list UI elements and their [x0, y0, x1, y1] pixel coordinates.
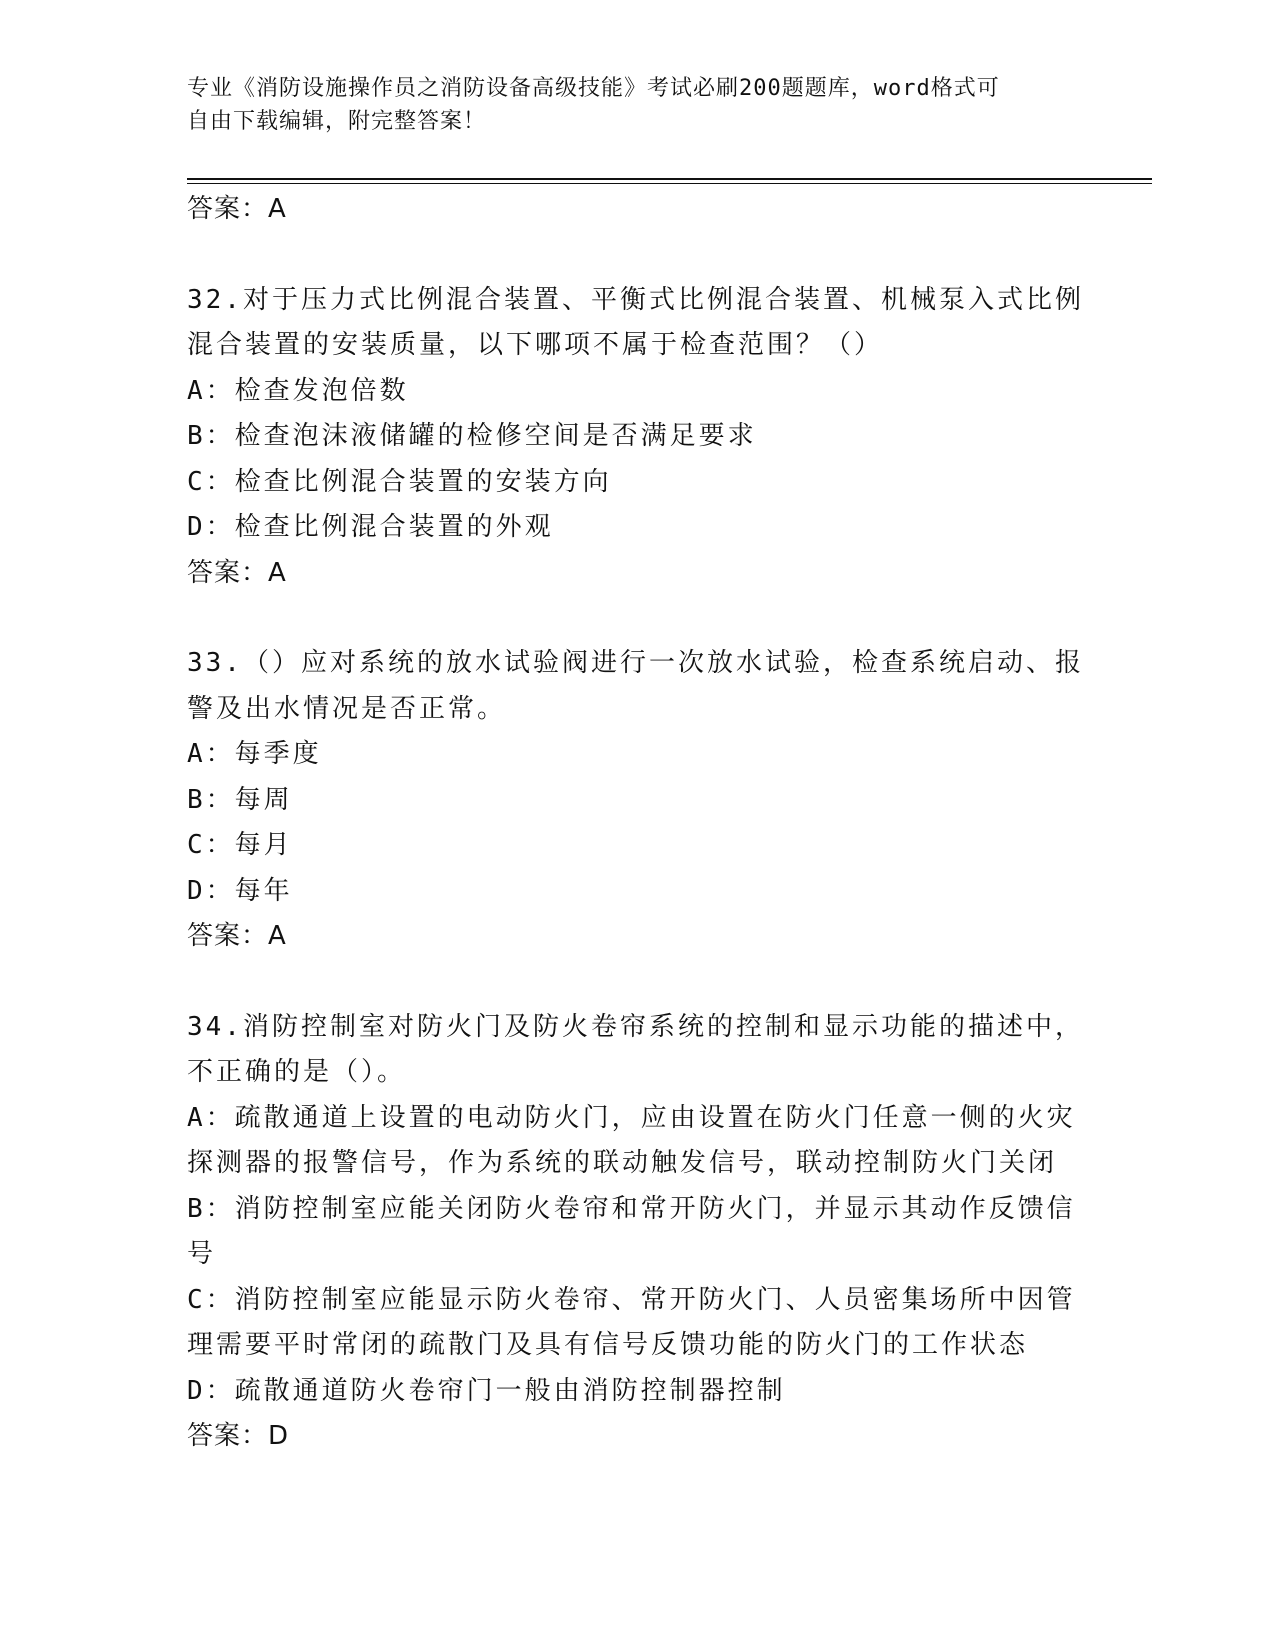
option-c: C：检查比例混合装置的安装方向: [187, 466, 612, 497]
header-rule-thin: [187, 183, 1152, 184]
spacer: [187, 960, 1087, 1005]
answer-label: 答案：A: [187, 194, 287, 224]
option-a: A：疏散通道上设置的电动防火门，应由设置在防火门任意一侧的火灾: [187, 1102, 1076, 1133]
option-a: A：每季度: [187, 739, 322, 769]
question-content: [187, 187, 1087, 1460]
question-stem-line: 警及出水情况是否正常。: [187, 693, 507, 724]
spacer: [187, 233, 1087, 278]
question-32: [187, 278, 1087, 597]
option-b: B：每周: [187, 784, 293, 815]
option-d: D：疏散通道防火卷帘门一般由消防控制器控制: [187, 1375, 786, 1406]
option-a-continued: 探测器的报警信号，作为系统的联动触发信号，联动控制防火门关闭: [187, 1148, 1058, 1178]
answer-label: 答案：A: [187, 921, 287, 951]
question-stem-line: 34.消防控制室对防火门及防火卷帘系统的控制和显示功能的描述中，: [187, 1011, 1084, 1042]
option-d: D：每年: [187, 875, 293, 906]
header-line-1: 专业《消防设施操作员之消防设备高级技能》考试必刷200题题库，word格式可: [187, 76, 1000, 101]
option-b-continued: 号: [187, 1239, 217, 1269]
option-c-continued: 理需要平时常闭的疏散门及具有信号反馈功能的防火门的工作状态: [187, 1330, 1029, 1360]
option-d: D：检查比例混合装置的外观: [187, 512, 554, 542]
header-rule-thick: [187, 178, 1152, 180]
option-c: C：每月: [187, 830, 293, 860]
option-a: A：检查发泡倍数: [187, 375, 409, 406]
question-34: [187, 1005, 1087, 1460]
answer-label: 答案：D: [187, 1421, 290, 1451]
document-header: [187, 72, 1067, 138]
question-stem-line: 33.（）应对系统的放水试验阀进行一次放水试验，检查系统启动、报: [187, 648, 1084, 678]
question-stem-line: 不正确的是（）。: [187, 1057, 407, 1087]
question-33: [187, 641, 1087, 960]
option-b: B：消防控制室应能关闭防火卷帘和常开防火门，并显示其动作反馈信: [187, 1193, 1076, 1224]
question-stem-line: 混合装置的安装质量，以下哪项不属于检查范围？（）: [187, 330, 884, 360]
spacer: [187, 596, 1087, 641]
answer-label: 答案：A: [187, 557, 287, 588]
question-stem-line: 32.对于压力式比例混合装置、平衡式比例混合装置、机械泵入式比例: [187, 284, 1084, 315]
option-c: C：消防控制室应能显示防火卷帘、常开防火门、人员密集场所中因管: [187, 1284, 1076, 1315]
option-b: B：检查泡沫液储罐的检修空间是否满足要求: [187, 421, 757, 451]
header-line-2: 自由下载编辑，附完整答案！: [187, 109, 487, 134]
